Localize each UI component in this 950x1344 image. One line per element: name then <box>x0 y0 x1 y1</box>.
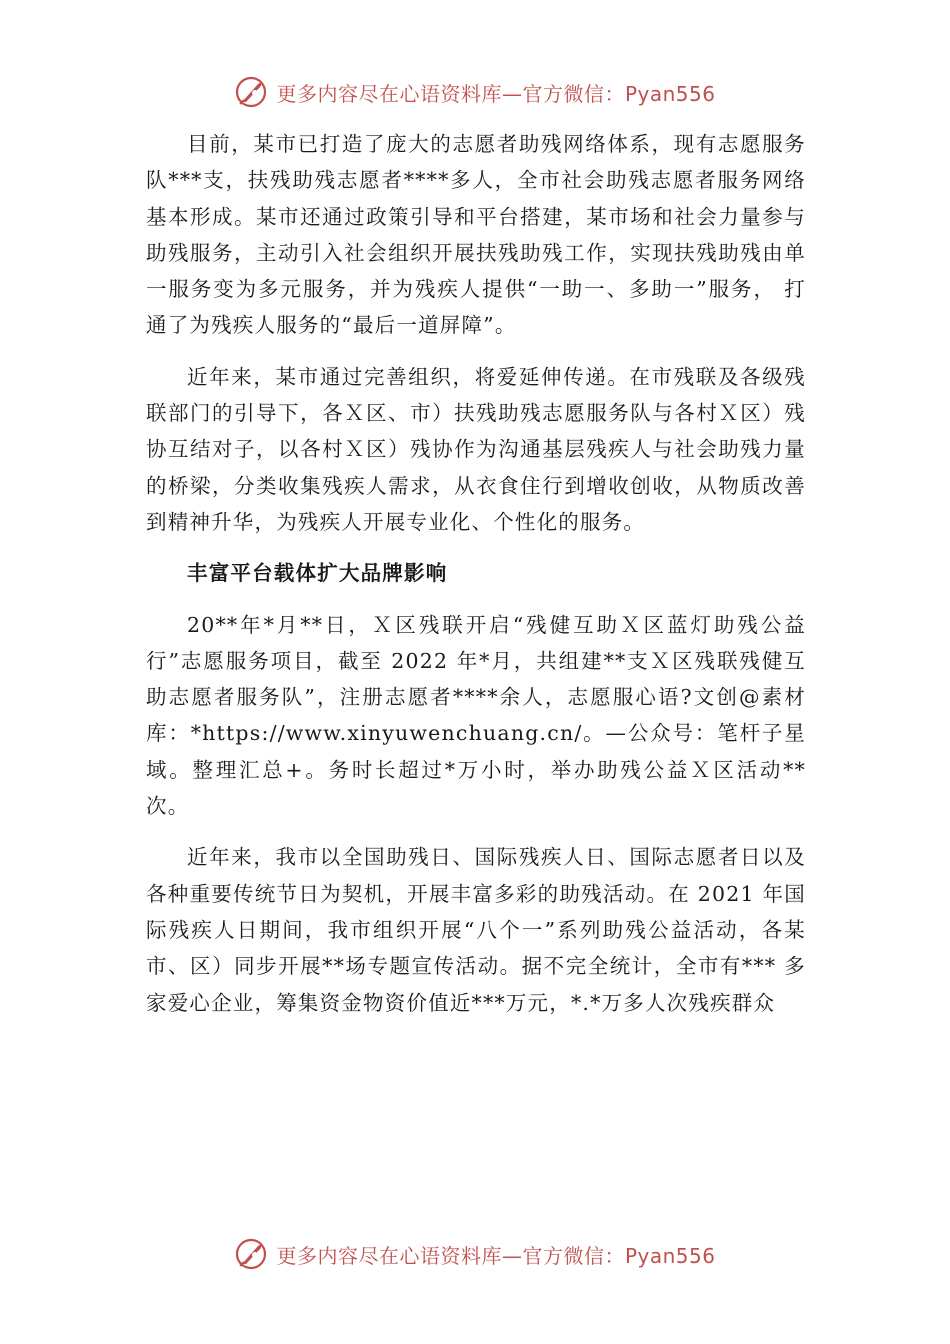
paragraph: 目前，某市已打造了庞大的志愿者助残网络体系，现有志愿服务队***支，扶残助残志愿者****多人，全市社会助残志愿者服务网络基本形成。某市还通过政策引导和平台搭建，某市场和社会力量参与助残服务，主动引入社会组织开展扶残助残工作，实现扶残助残由单一服务变为多元服务，并为残疾人提供“一助一、多助一”服务， 打通了为残疾人服务的“最后一道屏障”。 <box>146 132 806 338</box>
footer-banner-text: 更多内容尽在心语资料库—官方微信：Pyan556 <box>276 1243 716 1268</box>
document-body <box>146 126 806 1021</box>
paragraph: 近年来，某市通过完善组织，将爱延伸传递。在市残联及各级残联部门的引导下，各Ｘ区、市）扶残助残志愿服务队与各村Ｘ区）残协互结对子，以各村Ｘ区）残协作为沟通基层残疾人与社会助残力量的桥梁，分类收集残疾人需求，从衣食住行到增收创收，从物质改善到精神升华，为残疾人开展专业化、个性化的服务。 <box>146 364 806 534</box>
footer-banner <box>0 1232 950 1276</box>
section-heading: 丰富平台载体扩大品牌影响 <box>187 561 448 586</box>
paragraph: 近年来，我市以全国助残日、国际残疾人日、国际志愿者日以及各种重要传统节日为契机，开展丰富多彩的助残活动。在 2021 年国际残疾人日期间，我市组织开展“八个一”系列助残公益活动，各某市、区）同步开展**场专题宣传活动。据不完全统计，全市有*** 多家爱心企业，筹集资金物资价值近***万元，*.*万多人次残疾群众 <box>146 845 806 1015</box>
header-banner <box>0 70 950 114</box>
quill-logo-icon <box>234 75 268 109</box>
paragraph: 20**年*月**日，Ｘ区残联开启“残健互助Ｘ区蓝灯助残公益行”志愿服务项目，截至 2022 年*月，共组建**支Ｘ区残联残健互助志愿者服务队”，注册志愿者****余人，志愿服心语?文创@素材库：*https://www.xinyuwenchuang.cn/。—公众号：笔杆子星域。整理汇总+。务时长超过*万小时，举办助残公益Ｘ区活动**次。 <box>146 612 806 819</box>
header-banner-text: 更多内容尽在心语资料库—官方微信：Pyan556 <box>276 81 716 106</box>
quill-logo-icon <box>234 1237 268 1271</box>
